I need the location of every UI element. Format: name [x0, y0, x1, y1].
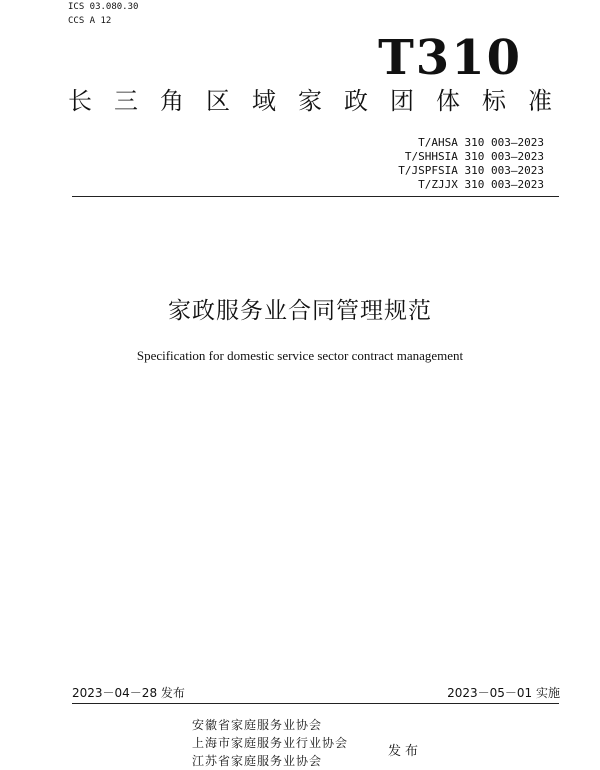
standard-number: T/AHSA 310 003—2023: [418, 136, 544, 149]
standard-type-char: 体: [436, 87, 460, 115]
standard-number: T/JSPFSIA 310 003—2023: [398, 164, 544, 177]
ics-code: ICS 03.080.30: [68, 2, 139, 12]
standard-type-char: 准: [528, 87, 552, 115]
standard-type-char: 域: [252, 87, 276, 115]
issue-label: 发布: [388, 744, 423, 759]
standard-number: T/SHHSIA 310 003—2023: [404, 150, 544, 163]
publisher-list: [192, 716, 348, 770]
publisher-name: 江苏省家庭服务业协会: [192, 754, 323, 768]
ccs-code: CCS A 12: [68, 16, 112, 26]
publisher-name: 安徽省家庭服务业协会: [192, 718, 323, 732]
implementation-date: 2023－05－01 实施: [447, 686, 560, 700]
standard-numbers: [398, 136, 544, 192]
standard-type-char: 政: [344, 87, 368, 115]
standard-type-char: 长: [68, 87, 92, 115]
standard-type-char: 标: [482, 87, 506, 115]
standard-mark: T310: [378, 30, 522, 86]
header-divider: [72, 196, 559, 197]
standard-type-char: 三: [114, 87, 138, 115]
classification-codes: [68, 0, 138, 28]
footer-divider: [72, 703, 559, 704]
standard-number: T/ZJJX 310 003—2023: [418, 178, 544, 191]
standard-type-char: 区: [206, 87, 230, 115]
standard-type-char: 角: [160, 87, 184, 115]
standard-type-char: 家: [298, 87, 322, 115]
issue-date: 2023－04－28 发布: [72, 686, 185, 700]
document-title-cn: 家政服务业合同管理规范: [168, 298, 432, 324]
publisher-name: 上海市家庭服务业行业协会: [192, 736, 349, 750]
standard-type-heading: [68, 86, 552, 116]
standard-type-char: 团: [390, 87, 414, 115]
document-title-en: Specification for domestic service sector contract management: [136, 348, 464, 363]
